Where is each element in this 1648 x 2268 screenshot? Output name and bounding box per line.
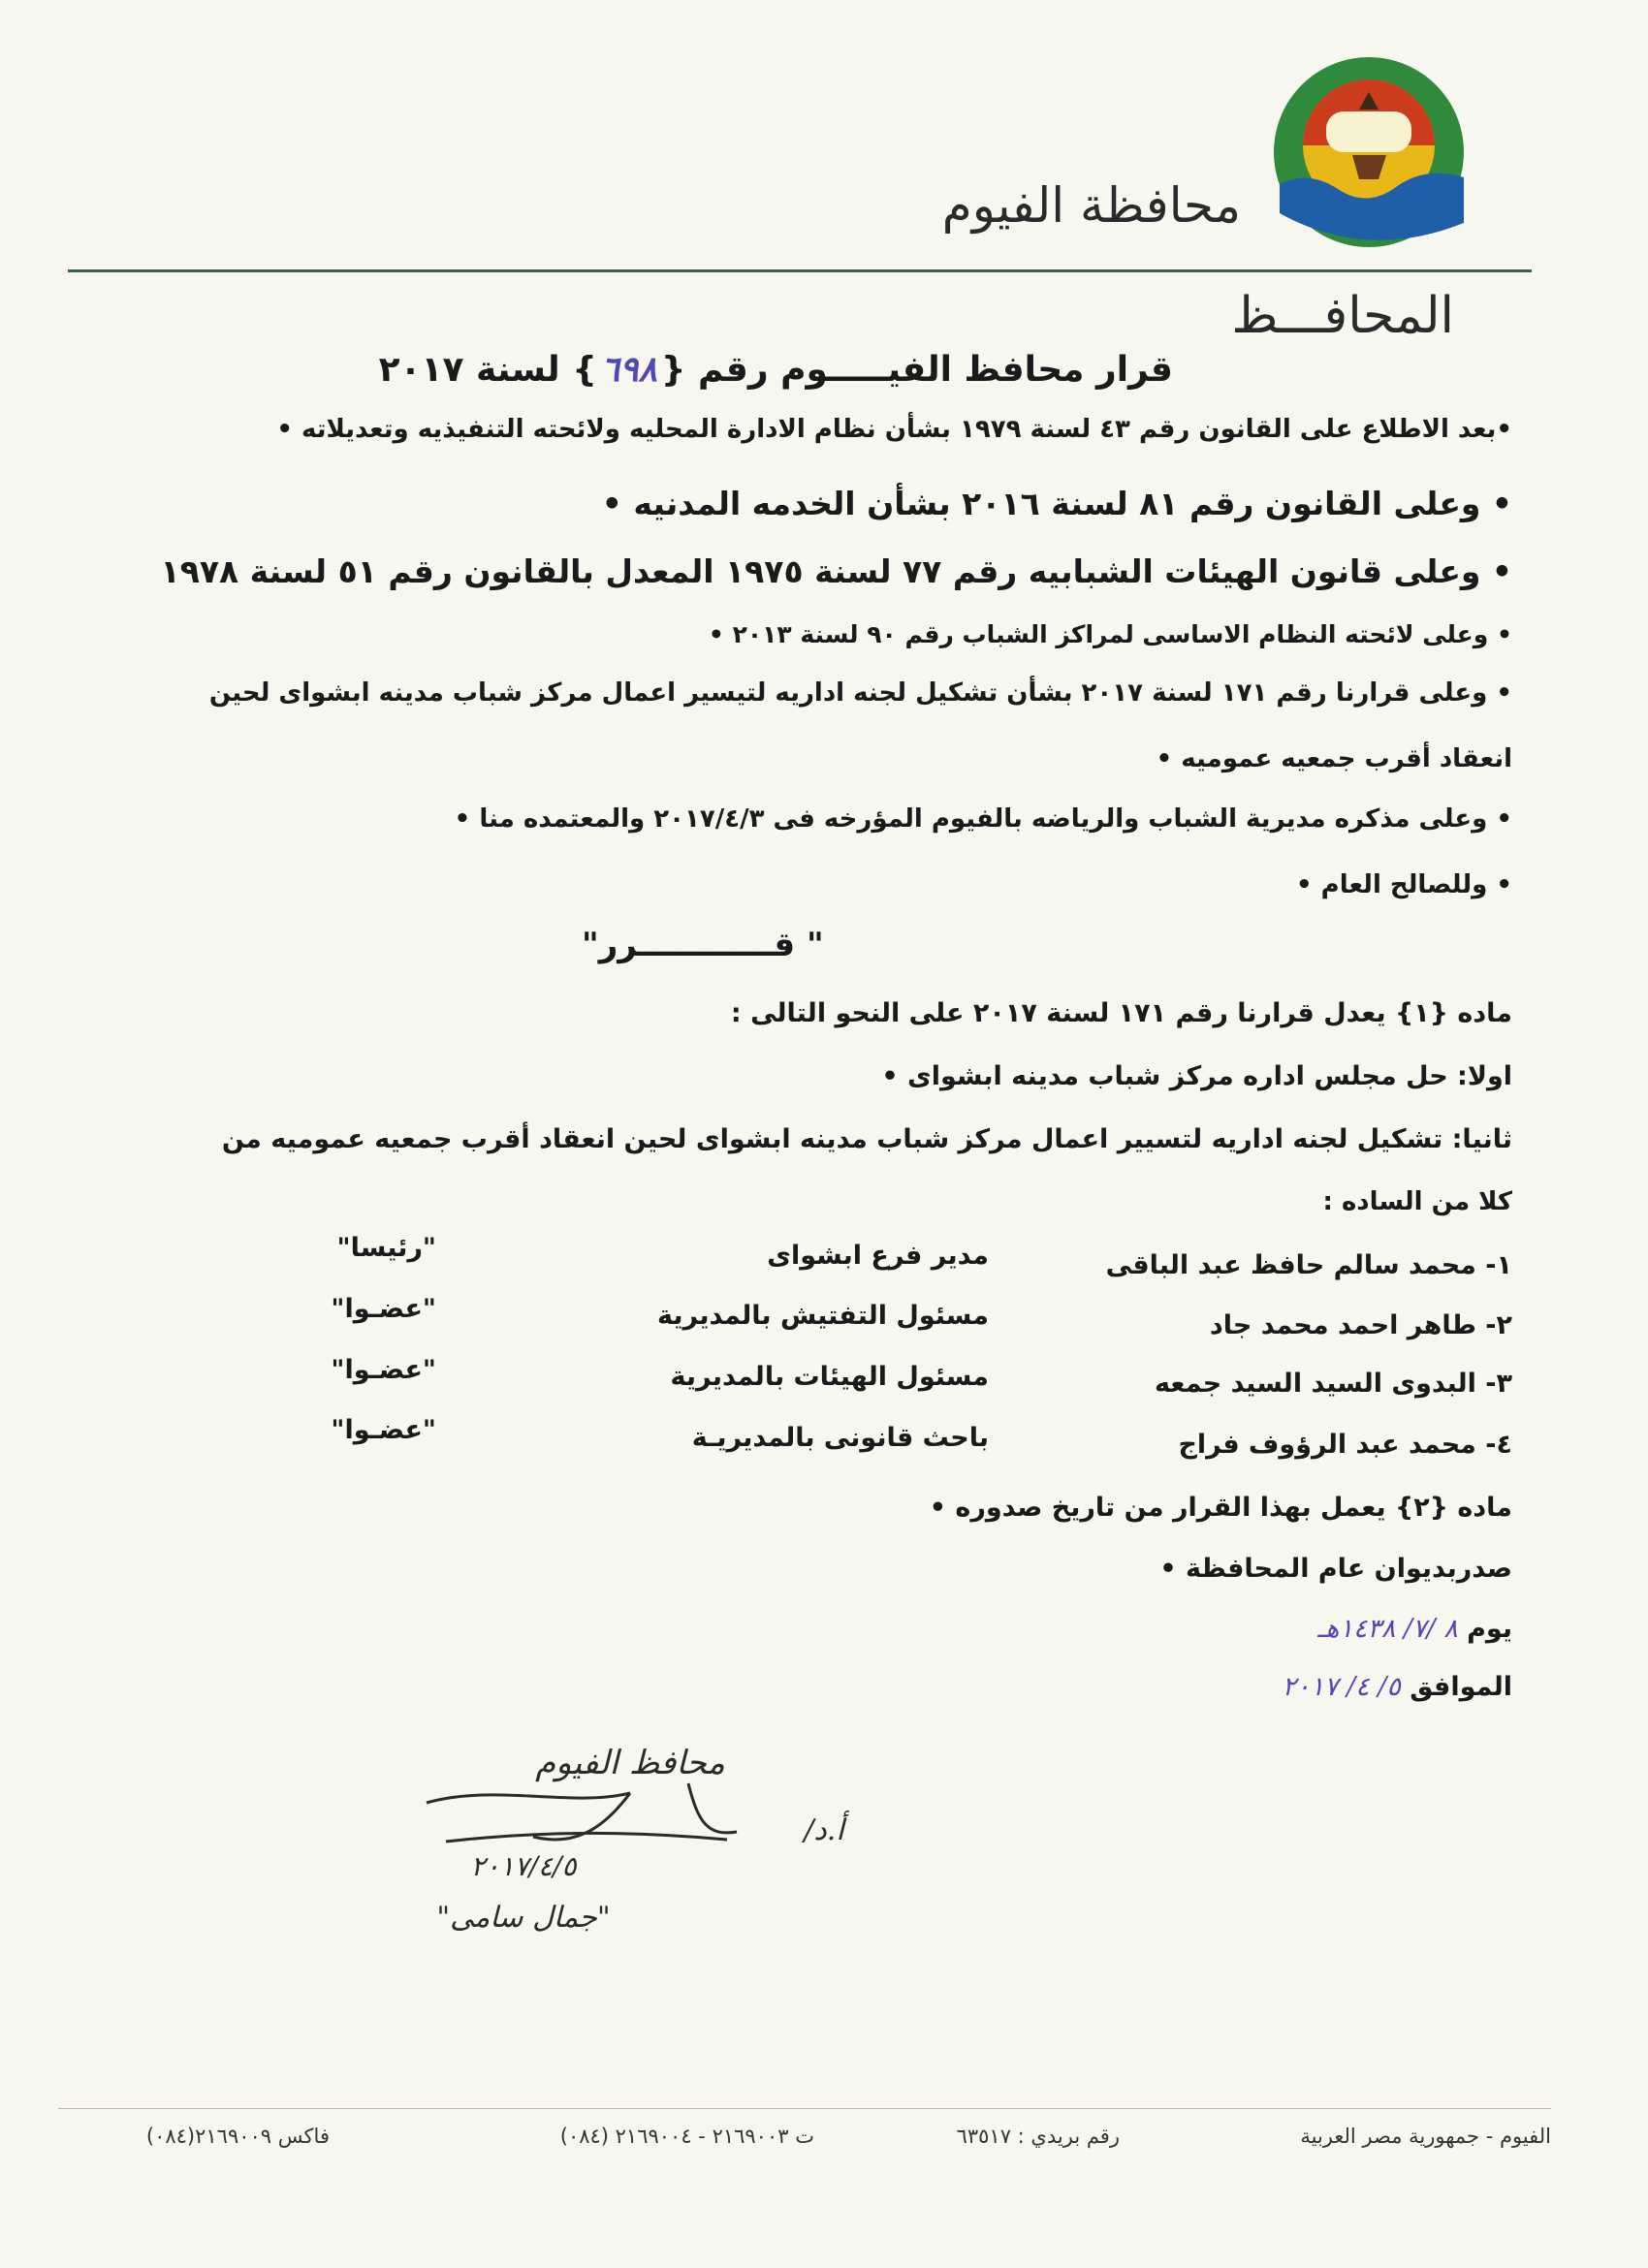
svg-text:محافظ الفيوم: محافظ الفيوم — [535, 1744, 725, 1782]
hijri-date-value: ٨ /٧/ ١٤٣٨هـ — [1317, 1614, 1458, 1644]
issued-at: صدربديوان عام المحافظة • — [1159, 1554, 1512, 1584]
preamble-line: •بعد الاطلاع على القانون رقم ٤٣ لسنة ١٩٧٩ بشأن نظام الادارة المحليه ولائحته التنفيذيه وتعديلاته • — [276, 415, 1512, 444]
hijri-date — [1317, 1614, 1512, 1644]
footer-location: الفيوم - جمهورية مصر العربية — [1300, 2125, 1551, 2148]
member-job: باحث قانونى بالمديريـة — [691, 1423, 989, 1453]
decision-title-prefix: قرار محافظ الفيـــــوم رقم { — [660, 350, 1173, 390]
gregorian-date-value: ٥/ ٤/ ٢٠١٧ — [1282, 1672, 1401, 1702]
member-job: مدير فرع ابشواى — [767, 1241, 989, 1271]
decree-heading: " قــــــــــــرر" — [582, 926, 824, 964]
governor-signature — [281, 1716, 902, 1948]
member-job: مسئول التفتيش بالمديرية — [657, 1301, 989, 1331]
preamble-line: • وللصالح العام • — [1296, 870, 1512, 899]
member-name: ٣- البدوى السيد السيد جمعه — [1155, 1369, 1512, 1399]
decision-title-suffix: } لسنة ٢٠١٧ — [378, 350, 597, 390]
phone-label: ت — [795, 2125, 814, 2148]
phone-number: ٢١٦٩٠٠٣ - ٢١٦٩٠٠٤ (٠٨٤) — [559, 2125, 789, 2148]
hijri-date-label: يوم — [1467, 1614, 1512, 1644]
article-1-first: اولا: حل مجلس اداره مركز شباب مدينه ابشواى • — [881, 1061, 1512, 1091]
decision-title — [379, 349, 1173, 390]
postal-label: رقم بريدي : — [1017, 2125, 1120, 2148]
footer-divider — [58, 2108, 1551, 2109]
article-2: ماده {٢} يعمل بهذا القرار من تاريخ صدوره • — [929, 1493, 1512, 1523]
gregorian-date-label: الموافق — [1410, 1672, 1512, 1702]
member-job: مسئول الهيئات بالمديرية — [670, 1362, 989, 1392]
fax-label: فاكس — [277, 2125, 330, 2148]
preamble-line: • وعلى القانون رقم ٨١ لسنة ٢٠١٦ بشأن الخدمه المدنيه • — [601, 485, 1512, 522]
member-name: ١- محمد سالم حافظ عبد الباقى — [1105, 1250, 1512, 1280]
member-name: ٤- محمد عبد الرؤوف فراج — [1178, 1430, 1512, 1460]
gregorian-date — [1282, 1672, 1512, 1702]
svg-text:٢٠١٧/٤/٥: ٢٠١٧/٤/٥ — [470, 1850, 577, 1882]
article-1-intro: ماده {١} يعدل قرارنا رقم ١٧١ لسنة ٢٠١٧ على النحو التالى : — [730, 998, 1512, 1028]
member-role: "عضـوا" — [331, 1294, 436, 1324]
header-divider — [68, 269, 1532, 272]
postal-code: ٦٣٥١٧ — [956, 2125, 1011, 2148]
preamble-line: • وعلى قرارنا رقم ١٧١ لسنة ٢٠١٧ بشأن تشكيل لجنه اداريه لتيسير اعمال مركز شباب مدينه ابشواى لحين — [208, 678, 1512, 708]
fax-number: ٢١٦٩٠٠٩(٠٨٤) — [145, 2125, 272, 2148]
fayoum-governorate-logo — [1270, 53, 1469, 252]
member-role: "رئيسا" — [336, 1233, 436, 1263]
footer-fax — [146, 2125, 330, 2148]
preamble-line: • وعلى قانون الهيئات الشبابيه رقم ٧٧ لسنة ١٩٧٥ المعدل بالقانون رقم ٥١ لسنة ١٩٧٨ — [160, 552, 1512, 590]
member-name: ٢- طاهر احمد محمد جاد — [1209, 1310, 1512, 1340]
svg-text:أ.د/: أ.د/ — [804, 1813, 844, 1847]
members-intro: كلا من الساده : — [1322, 1187, 1512, 1216]
member-role: "عضـوا" — [331, 1355, 436, 1385]
governorate-name: محافظة الفيوم — [941, 177, 1241, 234]
footer-postal — [957, 2125, 1120, 2148]
member-role: "عضـوا" — [331, 1415, 436, 1445]
preamble-line: • وعلى لائحته النظام الاساسى لمراكز الشباب رقم ٩٠ لسنة ٢٠١٣ • — [708, 620, 1512, 648]
preamble-line: • وعلى مذكره مديرية الشباب والرياضه بالفيوم المؤرخه فى ٢٠١٧/٤/٣ والمعتمده منا • — [454, 804, 1512, 834]
svg-text:"جمال سامى": "جمال سامى" — [436, 1901, 611, 1935]
preamble-line: انعقاد أقرب جمعيه عموميه • — [1156, 744, 1512, 773]
article-1-second: ثانيا: تشكيل لجنه اداريه لتسيير اعمال مركز شباب مدينه ابشواى لحين انعقاد أقرب جمعيه عموميه من — [221, 1124, 1512, 1154]
office-title: المحافـــظ — [1231, 287, 1454, 345]
footer-phone — [560, 2125, 814, 2148]
decision-number: ٦٩٨ — [600, 349, 657, 390]
